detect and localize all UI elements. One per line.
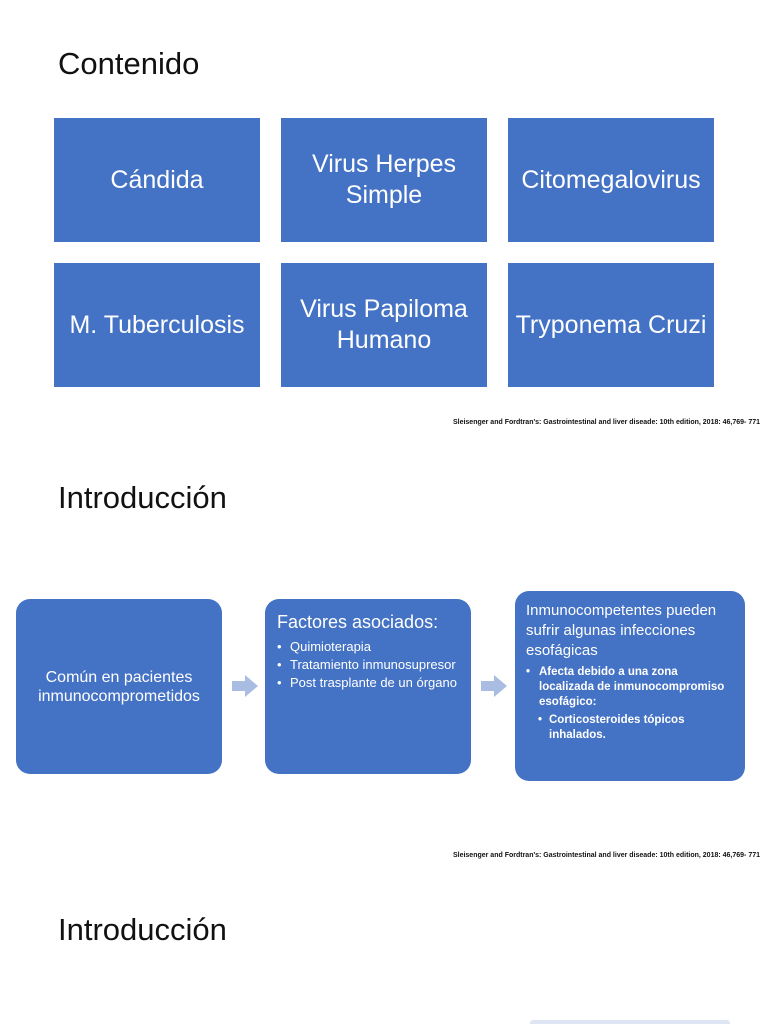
citation: Sleisenger and Fordtran's: Gastrointestinal and liver diseade: 10th edition, 2018: 46,769- 771 <box>452 852 760 859</box>
flow-box-heading: Inmunocompetentes pueden sufrir algunas infecciones esofágicas <box>526 602 717 659</box>
slide-title: Introducción <box>58 480 227 515</box>
topic-tile: M. Tuberculosis <box>54 263 260 387</box>
flow-box-heading: Factores asociados: <box>277 612 439 632</box>
slide-title: Contenido <box>58 46 200 81</box>
topic-tile: Virus Papiloma Humano <box>281 263 487 387</box>
citation: Sleisenger and Fordtran's: Gastrointestinal and liver diseade: 10th edition, 2018: 46,769- 771 <box>452 419 760 426</box>
list-item: • Afecta debido a una zona localizada de inmunocompromiso esofágico: <box>526 665 735 710</box>
topic-tile: Citomegalovirus <box>508 118 714 242</box>
topic-tile: Tryponema Cruzi <box>508 263 714 387</box>
topic-tile: Virus Herpes Simple <box>281 118 487 242</box>
factor-list <box>277 639 459 691</box>
flow-box-factors <box>265 599 471 774</box>
flow-box-immunocompetent <box>515 591 745 781</box>
topic-tile: Cándida <box>54 118 260 242</box>
list-item: • Tratamiento inmunosupresor <box>277 657 459 673</box>
flow-box-text: Común en pacientes inmunocomprometidos <box>38 668 200 705</box>
list-item: • Post trasplante de un órgano <box>277 675 459 691</box>
list-item: • Quimioterapia <box>277 639 459 655</box>
flow-box-common <box>16 599 222 774</box>
list-subitem: • Corticosteroides tópicos inhalados. <box>538 713 735 743</box>
detail-list <box>526 665 735 743</box>
arrow-right-icon <box>232 675 258 697</box>
arrow-right-icon <box>481 675 507 697</box>
content-edge <box>530 1020 730 1024</box>
slide-title: Introducción <box>58 912 227 947</box>
